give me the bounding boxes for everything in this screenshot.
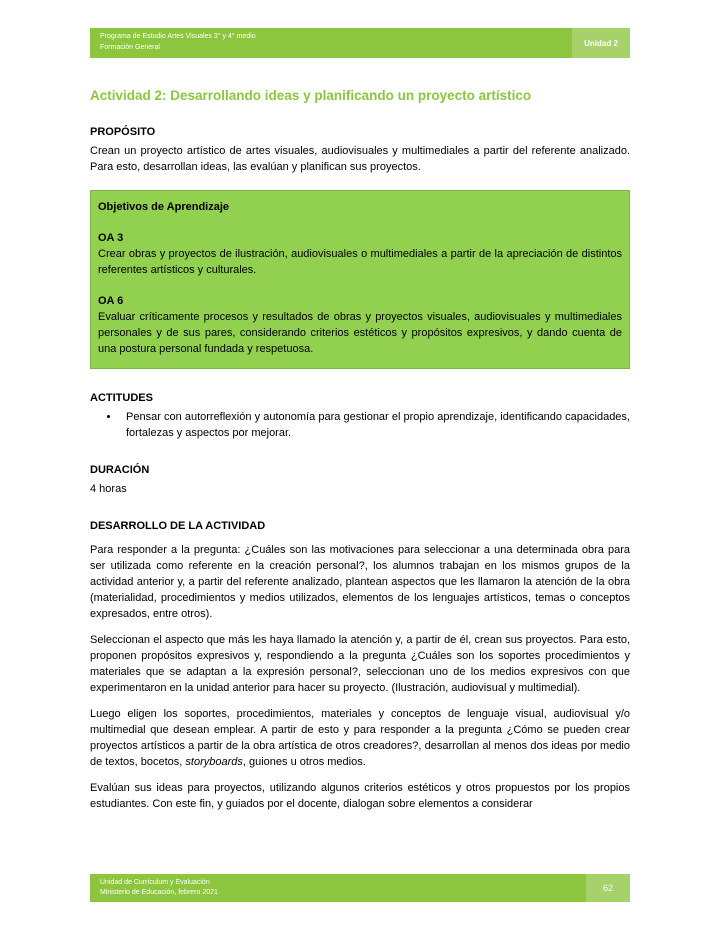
paragraph-3-italic-term: storyboards [185, 756, 243, 768]
header-bar [90, 28, 630, 58]
oa6-text: Evaluar críticamente procesos y resultados de obras y proyectos visuales, audiovisuales y multimediales personales y de sus pares, considerando criterios estéticos y propósitos expresivos, y dando cuenta de una postura personal fundada y respetuosa. [98, 311, 622, 355]
activity-title: Actividad 2: Desarrollando ideas y planificando un proyecto artístico [90, 88, 532, 103]
proposito-heading: PROPÓSITO [90, 126, 156, 138]
footer-text [90, 874, 228, 902]
header-formation-line: Formación General [100, 43, 160, 51]
footer-unit-line: Unidad de Currículum y Evaluación [100, 879, 210, 886]
desarrollo-paragraph-2: Seleccionan el aspecto que más les haya llamado la atención y, a partir de él, crean sus proyectos. Para esto, proponen propósitos expresivos y, respondiendo a la pregunta ¿Cuáles son los soportes procedimientos y materiales que se adaptan a la expresión personal?, seleccionan uno de los medios expresivos con que experimentaron en la unidad anterior para hacer su proyecto. (Ilustración, audiovisual y multimedial). [90, 634, 630, 694]
unit-badge: Unidad 2 [572, 28, 630, 58]
paragraph-3-start: Luego eligen los soportes, procedimientos, materiales y conceptos de lenguaje visual, audiovisual y/o multimedial que desean emplear. A partir de esto y para responder a la pregunta ¿Cómo se pueden crear proyectos artísticos a partir de la obra artística de otros creadores?, desarrollan al menos dos ideas por medio de textos, bocetos, [90, 708, 630, 768]
footer-ministry-line: Ministerio de Educación, febrero 2021 [100, 889, 218, 896]
proposito-body: Crean un proyecto artístico de artes visuales, audiovisuales y multimediales a partir del referente analizado. Para esto, desarrollan ideas, las evalúan y planifican sus proyectos. [90, 145, 630, 173]
header-text [90, 28, 266, 58]
oa3-text: Crear obras y proyectos de ilustración, audiovisuales o multimediales a partir de la apreciación de distintos referentes artísticos y culturales. [98, 248, 622, 276]
desarrollo-heading: DESARROLLO DE LA ACTIVIDAD [90, 520, 266, 532]
footer-bar [90, 874, 630, 902]
actitudes-heading: ACTITUDES [90, 392, 153, 404]
duracion-heading: DURACIÓN [90, 464, 150, 476]
oa3-code: OA 3 [98, 232, 124, 244]
desarrollo-paragraph-4: Evalúan sus ideas para proyectos, utilizando algunos criterios estéticos y otros propuestos por los propios estudiantes. Con este fin, y guiados por el docente, dialogan sobre elementos a considerar [90, 782, 630, 810]
actitudes-bullet: • Pensar con autorreflexión y autonomía para gestionar el propio aprendizaje, identificando capacidades, fortalezas y aspectos por mejorar. [120, 409, 630, 441]
desarrollo-paragraph-3 [90, 706, 630, 770]
objectives-box [90, 190, 630, 369]
paragraph-3-end: , guiones u otros medios. [242, 756, 366, 768]
page-number: 62 [586, 874, 630, 902]
actitudes-list [90, 409, 630, 441]
objectives-heading: Objetivos de Aprendizaje [98, 201, 230, 213]
oa6-code: OA 6 [98, 295, 124, 307]
header-program-line: Programa de Estudio Artes Visuales 3° y 4° medio [100, 33, 256, 40]
duracion-body: 4 horas [90, 483, 127, 495]
desarrollo-paragraph-1: Para responder a la pregunta: ¿Cuáles son las motivaciones para seleccionar a una determinada obra para ser utilizada como referente en la creación personal?, los alumnos trabajan en los mismos grupos de la actividad anterior y, a partir del referente analizado, plantean aspectos que les llamaron la atención de la obra (materialidad, procedimientos y medios utilizados, elementos de los lenguajes artísticos, temas o conceptos expresados, entre otros). [90, 544, 630, 620]
